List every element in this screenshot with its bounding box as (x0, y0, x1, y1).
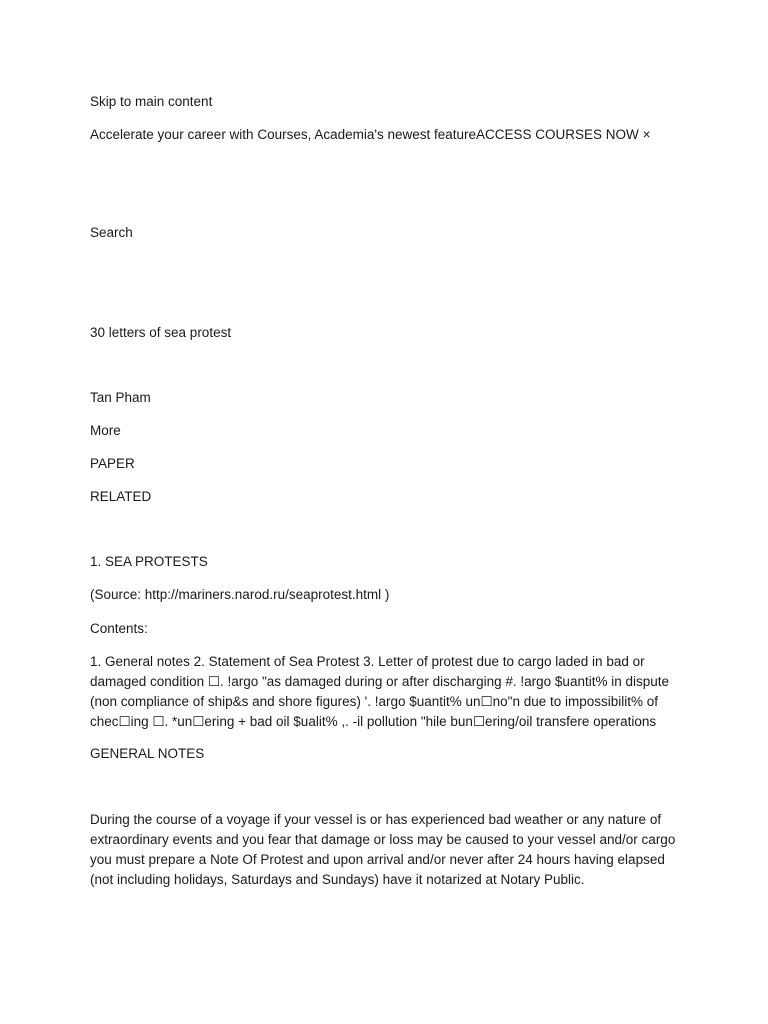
source-line: (Source: http://mariners.narod.ru/seaprotest.html ) (90, 587, 390, 602)
tab-paper[interactable]: PAPER (90, 456, 135, 471)
general-notes-heading: GENERAL NOTES (90, 746, 205, 761)
close-banner-icon[interactable]: × (642, 127, 651, 142)
paper-title: 30 letters of sea protest (90, 325, 232, 340)
access-courses-button[interactable]: ACCESS COURSES NOW (476, 127, 639, 142)
promo-banner (90, 127, 650, 143)
contents-paragraph: 1. General notes 2. Statement of Sea Protest 3. Letter of protest due to cargo laded in bad or damaged condition ☐. !argo "as damaged during or after discharging #. !argo $uantit% in dispute (non compliance of ship&s and shore figures) '. !argo $uantit% un☐no"n due to impossibilit% of chec☐ing ☐. *un☐ering + bad oil $ualit% ,. -il pollution "hile bun☐ering/oil transfere operations (90, 654, 670, 729)
author-link[interactable]: Tan Pham (90, 390, 151, 405)
tab-related[interactable]: RELATED (90, 489, 152, 504)
more-button[interactable]: More (90, 423, 121, 438)
section-heading: 1. SEA PROTESTS (90, 554, 208, 569)
contents-label: Contents: (90, 621, 148, 636)
body-paragraph: During the course of a voyage if your vessel is or has experienced bad weather or any nature of extraordinary events and you fear that damage or loss may be caused to your vessel and/or cargo you must prepare a Note Of Protest and upon arrival and/or never after 24 hours having elapsed (not including holidays, Saturdays and Sundays) have it notarized at Notary Public. (90, 812, 676, 887)
banner-text: Accelerate your career with Courses, Academia's newest feature (90, 127, 477, 142)
search-button[interactable]: Search (90, 225, 133, 240)
skip-to-main-link[interactable]: Skip to main content (90, 94, 213, 109)
